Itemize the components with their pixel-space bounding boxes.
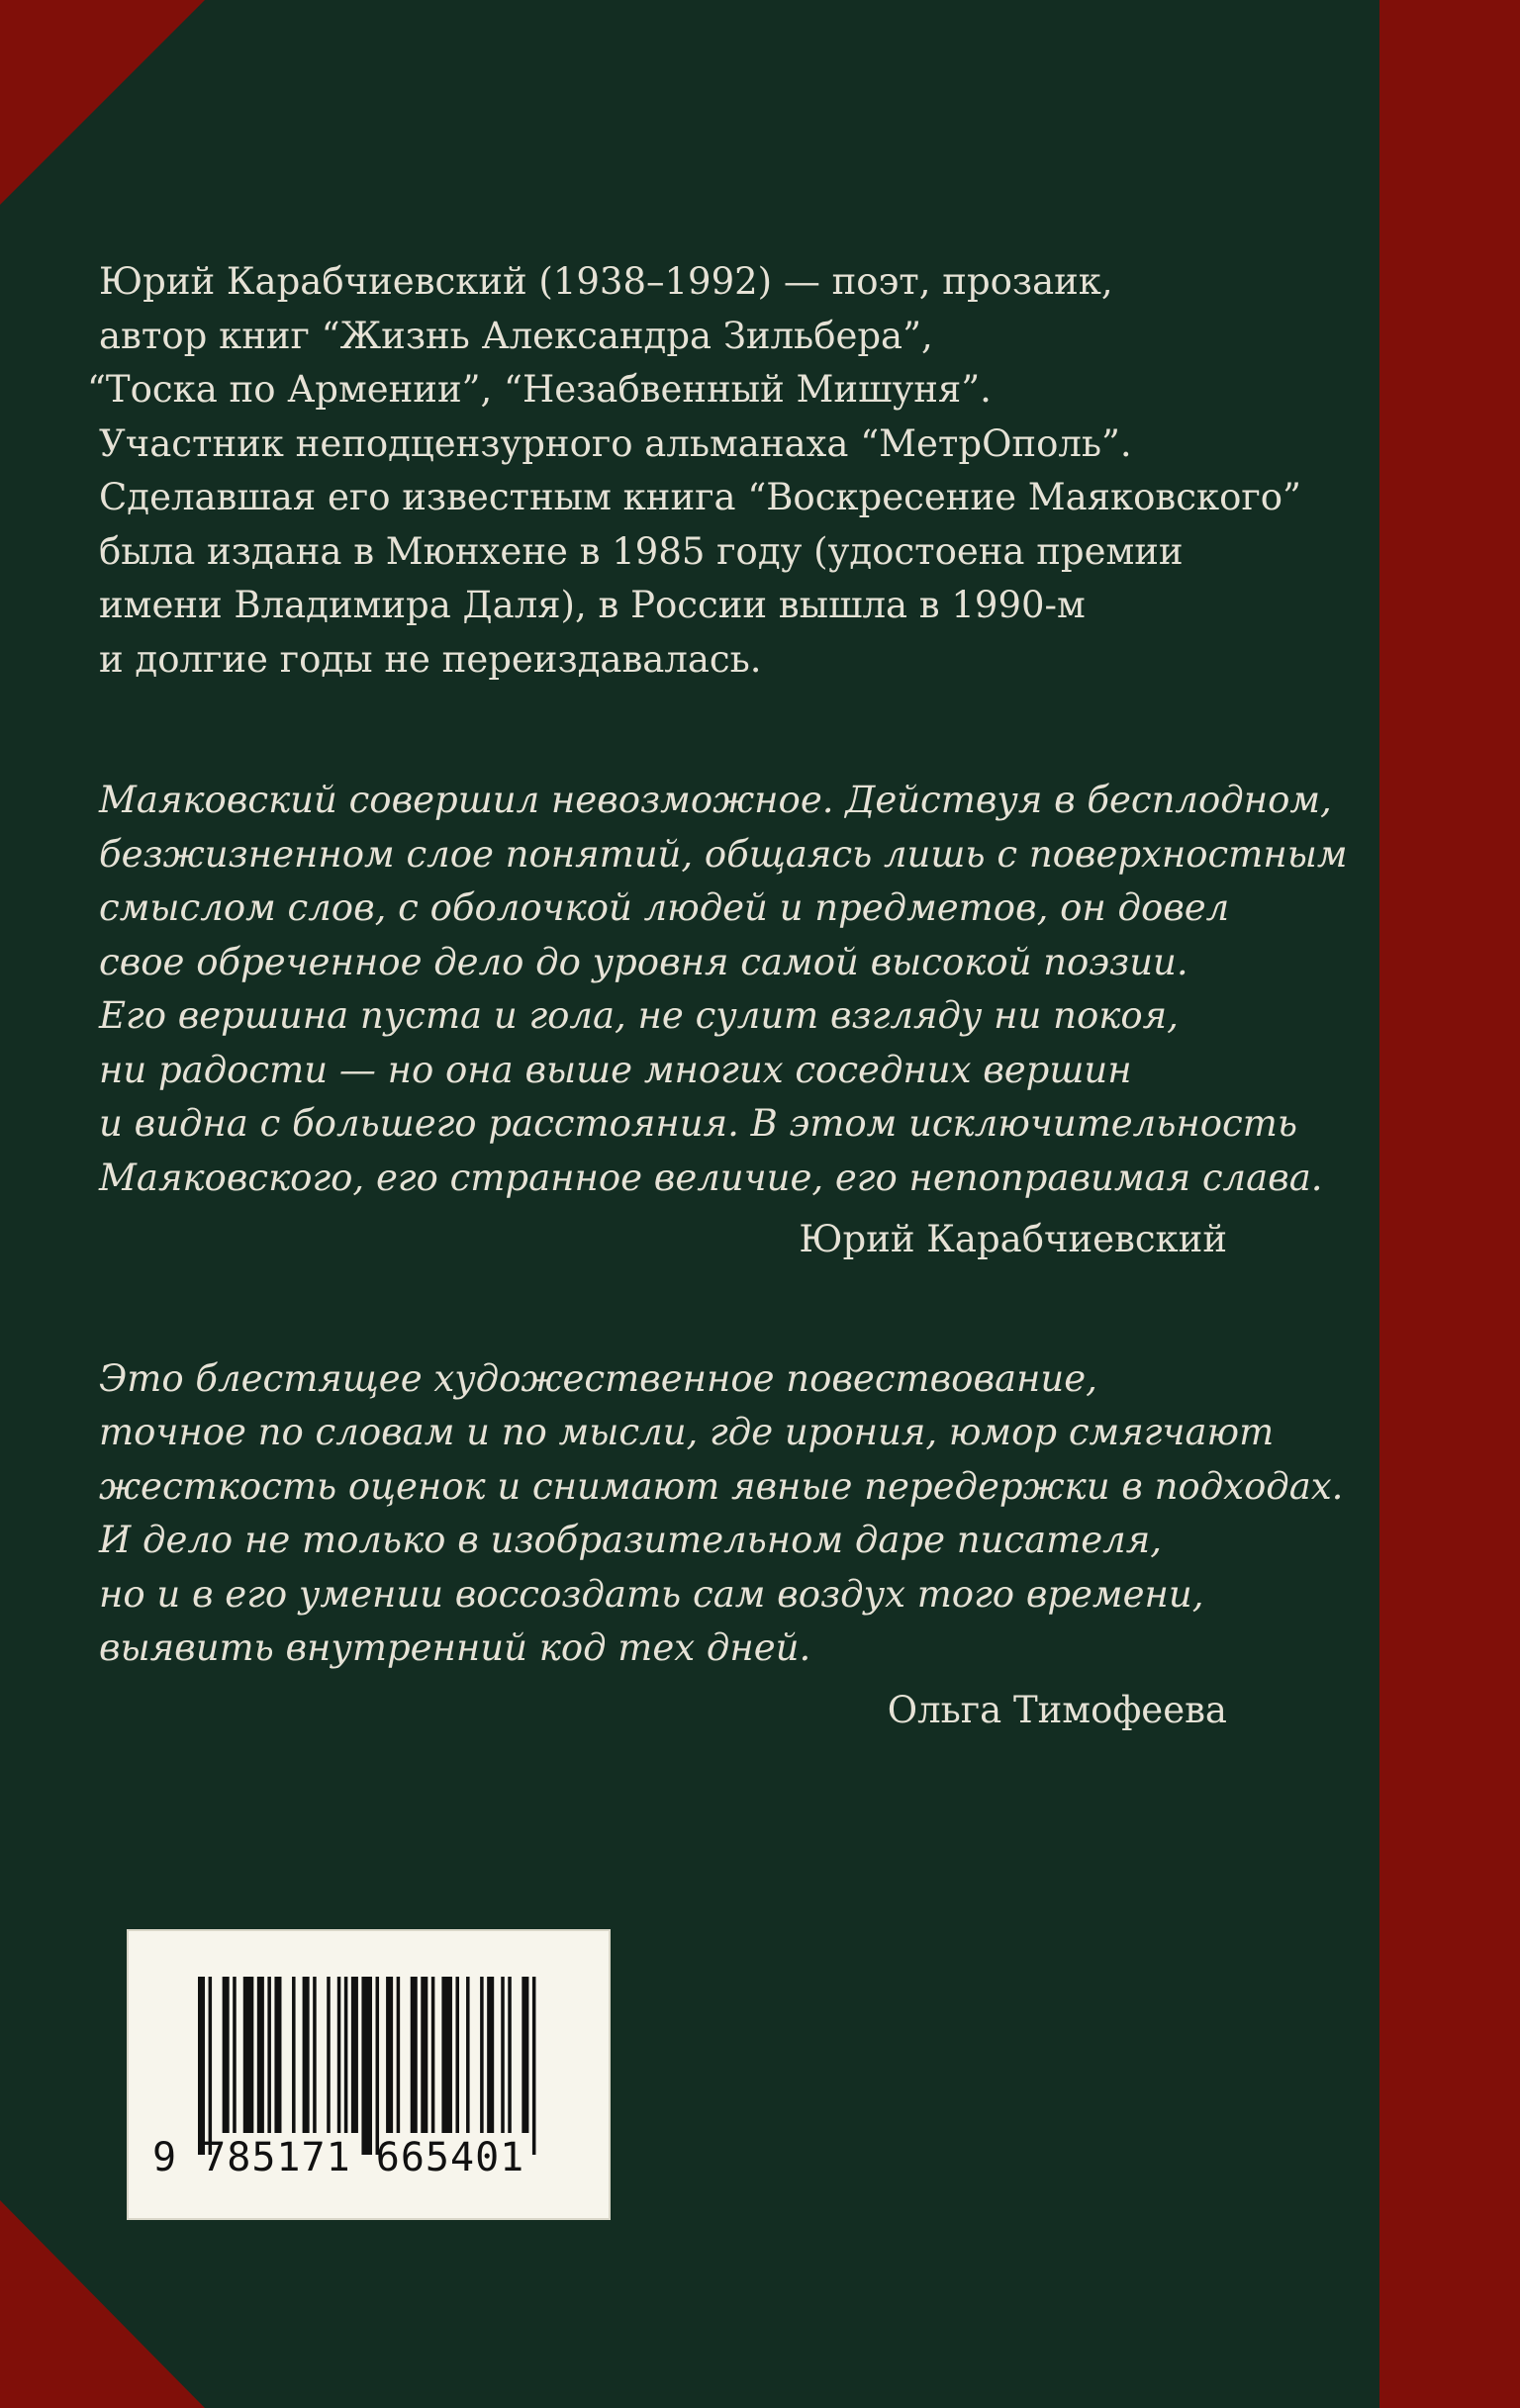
quote-line: жесткость оценок и снимают явные передержки в подходах.: [99, 1464, 1344, 1508]
barcode-bar: [198, 1977, 205, 2155]
barcode-bar: [233, 1977, 237, 2133]
barcode-bar: [431, 1977, 435, 2133]
bio-line: имени Владимира Даля), в России вышла в 1990-м: [99, 584, 1086, 626]
barcode-bar: [327, 1977, 331, 2133]
barcode-bar: [376, 1977, 380, 2155]
barcode-bar: [209, 1977, 213, 2155]
barcode-bar: [351, 1977, 358, 2133]
barcode-bar: [466, 1977, 470, 2133]
barcode-bar: [267, 1977, 271, 2133]
quote-text: [99, 1352, 1344, 1676]
barcode-bar: [508, 1977, 512, 2133]
quote-block-1: [99, 774, 1348, 1267]
quote-text: [99, 774, 1348, 1205]
bio-line: “Тоска по Армении”, “Незабвенный Мишуня”.: [87, 368, 992, 411]
bio-line: была издана в Мюнхене в 1985 году (удостоена премии: [99, 529, 1184, 573]
quote-line: выявить внутренний код тех дней.: [99, 1626, 811, 1669]
barcode-bar: [313, 1977, 317, 2133]
book-spine: [1379, 0, 1520, 2408]
bio-line: Участник неподцензурного альманаха “МетрОполь”.: [99, 421, 1132, 465]
quote-line: Это блестящее художественное повествование,: [99, 1356, 1097, 1400]
barcode-bar: [411, 1977, 418, 2133]
corner-decoration-top: [0, 0, 208, 208]
barcode-bar: [397, 1977, 401, 2133]
quote-line: но и в его умении воссоздать сам воздух того времени,: [99, 1572, 1204, 1616]
bio-line: Сделавшая его известным книга “Воскресение Маяковского”: [99, 476, 1301, 518]
barcode-number: 9 785171 665401: [152, 2135, 525, 2180]
barcode-bar: [257, 1977, 264, 2133]
author-bio: [87, 255, 1301, 687]
quote-line: смыслом слов, с оболочкой людей и предметов, он довел: [99, 886, 1230, 929]
barcode-bar: [532, 1977, 536, 2155]
quote-line: Маяковского, его странное величие, его непоправимая слава.: [99, 1156, 1323, 1199]
barcode-bar: [274, 1977, 281, 2133]
quote-line: И дело не только в изобразительном даре писателя,: [99, 1519, 1162, 1561]
quote-line: Маяковский совершил невозможное. Действуя в бесплодном,: [99, 779, 1332, 821]
bio-line: и долгие годы не переиздавалась.: [99, 637, 762, 681]
back-cover-text: [87, 255, 1348, 1737]
barcode-bar: [344, 1977, 348, 2133]
bio-line: Юрий Карабчиевский (1938–1992) — поэт, прозаик,: [99, 260, 1113, 303]
corner-decoration-bottom: [0, 2200, 208, 2408]
quote-line: свое обреченное дело до уровня самой высокой поэзии.: [99, 940, 1188, 983]
bio-line: автор книг “Жизнь Александра Зильбера”,: [99, 314, 933, 357]
quote-line: ни радости — но она выше многих соседних вершин: [99, 1048, 1132, 1091]
barcode-bar: [337, 1977, 341, 2133]
barcode-bar: [480, 1977, 484, 2133]
quote-line: безжизненном слое понятий, общаясь лишь с поверхностным: [99, 832, 1348, 876]
barcode-bar: [386, 1977, 393, 2133]
barcode-bar: [243, 1977, 254, 2133]
quote-attribution: Юрий Карабчиевский: [799, 1218, 1227, 1260]
barcode-bar: [361, 1977, 372, 2155]
quote-line: и видна с большего расстояния. В этом исключительность: [99, 1102, 1297, 1145]
isbn-barcode: [127, 1929, 611, 2220]
barcode-bar: [303, 1977, 310, 2133]
barcode-bar: [223, 1977, 230, 2133]
barcode-bar: [501, 1977, 505, 2133]
barcode-bar: [441, 1977, 452, 2133]
quote-attribution: Ольга Тимофеева: [887, 1688, 1227, 1731]
barcode-bar: [487, 1977, 494, 2133]
barcode-bar: [421, 1977, 428, 2133]
quote-block-2: [99, 1352, 1344, 1738]
barcode-bar: [292, 1977, 296, 2133]
quote-line: точное по словам и по мысли, где ирония, юмор смягчают: [99, 1411, 1275, 1453]
barcode-bar: [522, 1977, 528, 2133]
quote-line: Его вершина пуста и гола, не сулит взгляду ни покоя,: [99, 994, 1179, 1037]
barcode-bar: [455, 1977, 459, 2133]
